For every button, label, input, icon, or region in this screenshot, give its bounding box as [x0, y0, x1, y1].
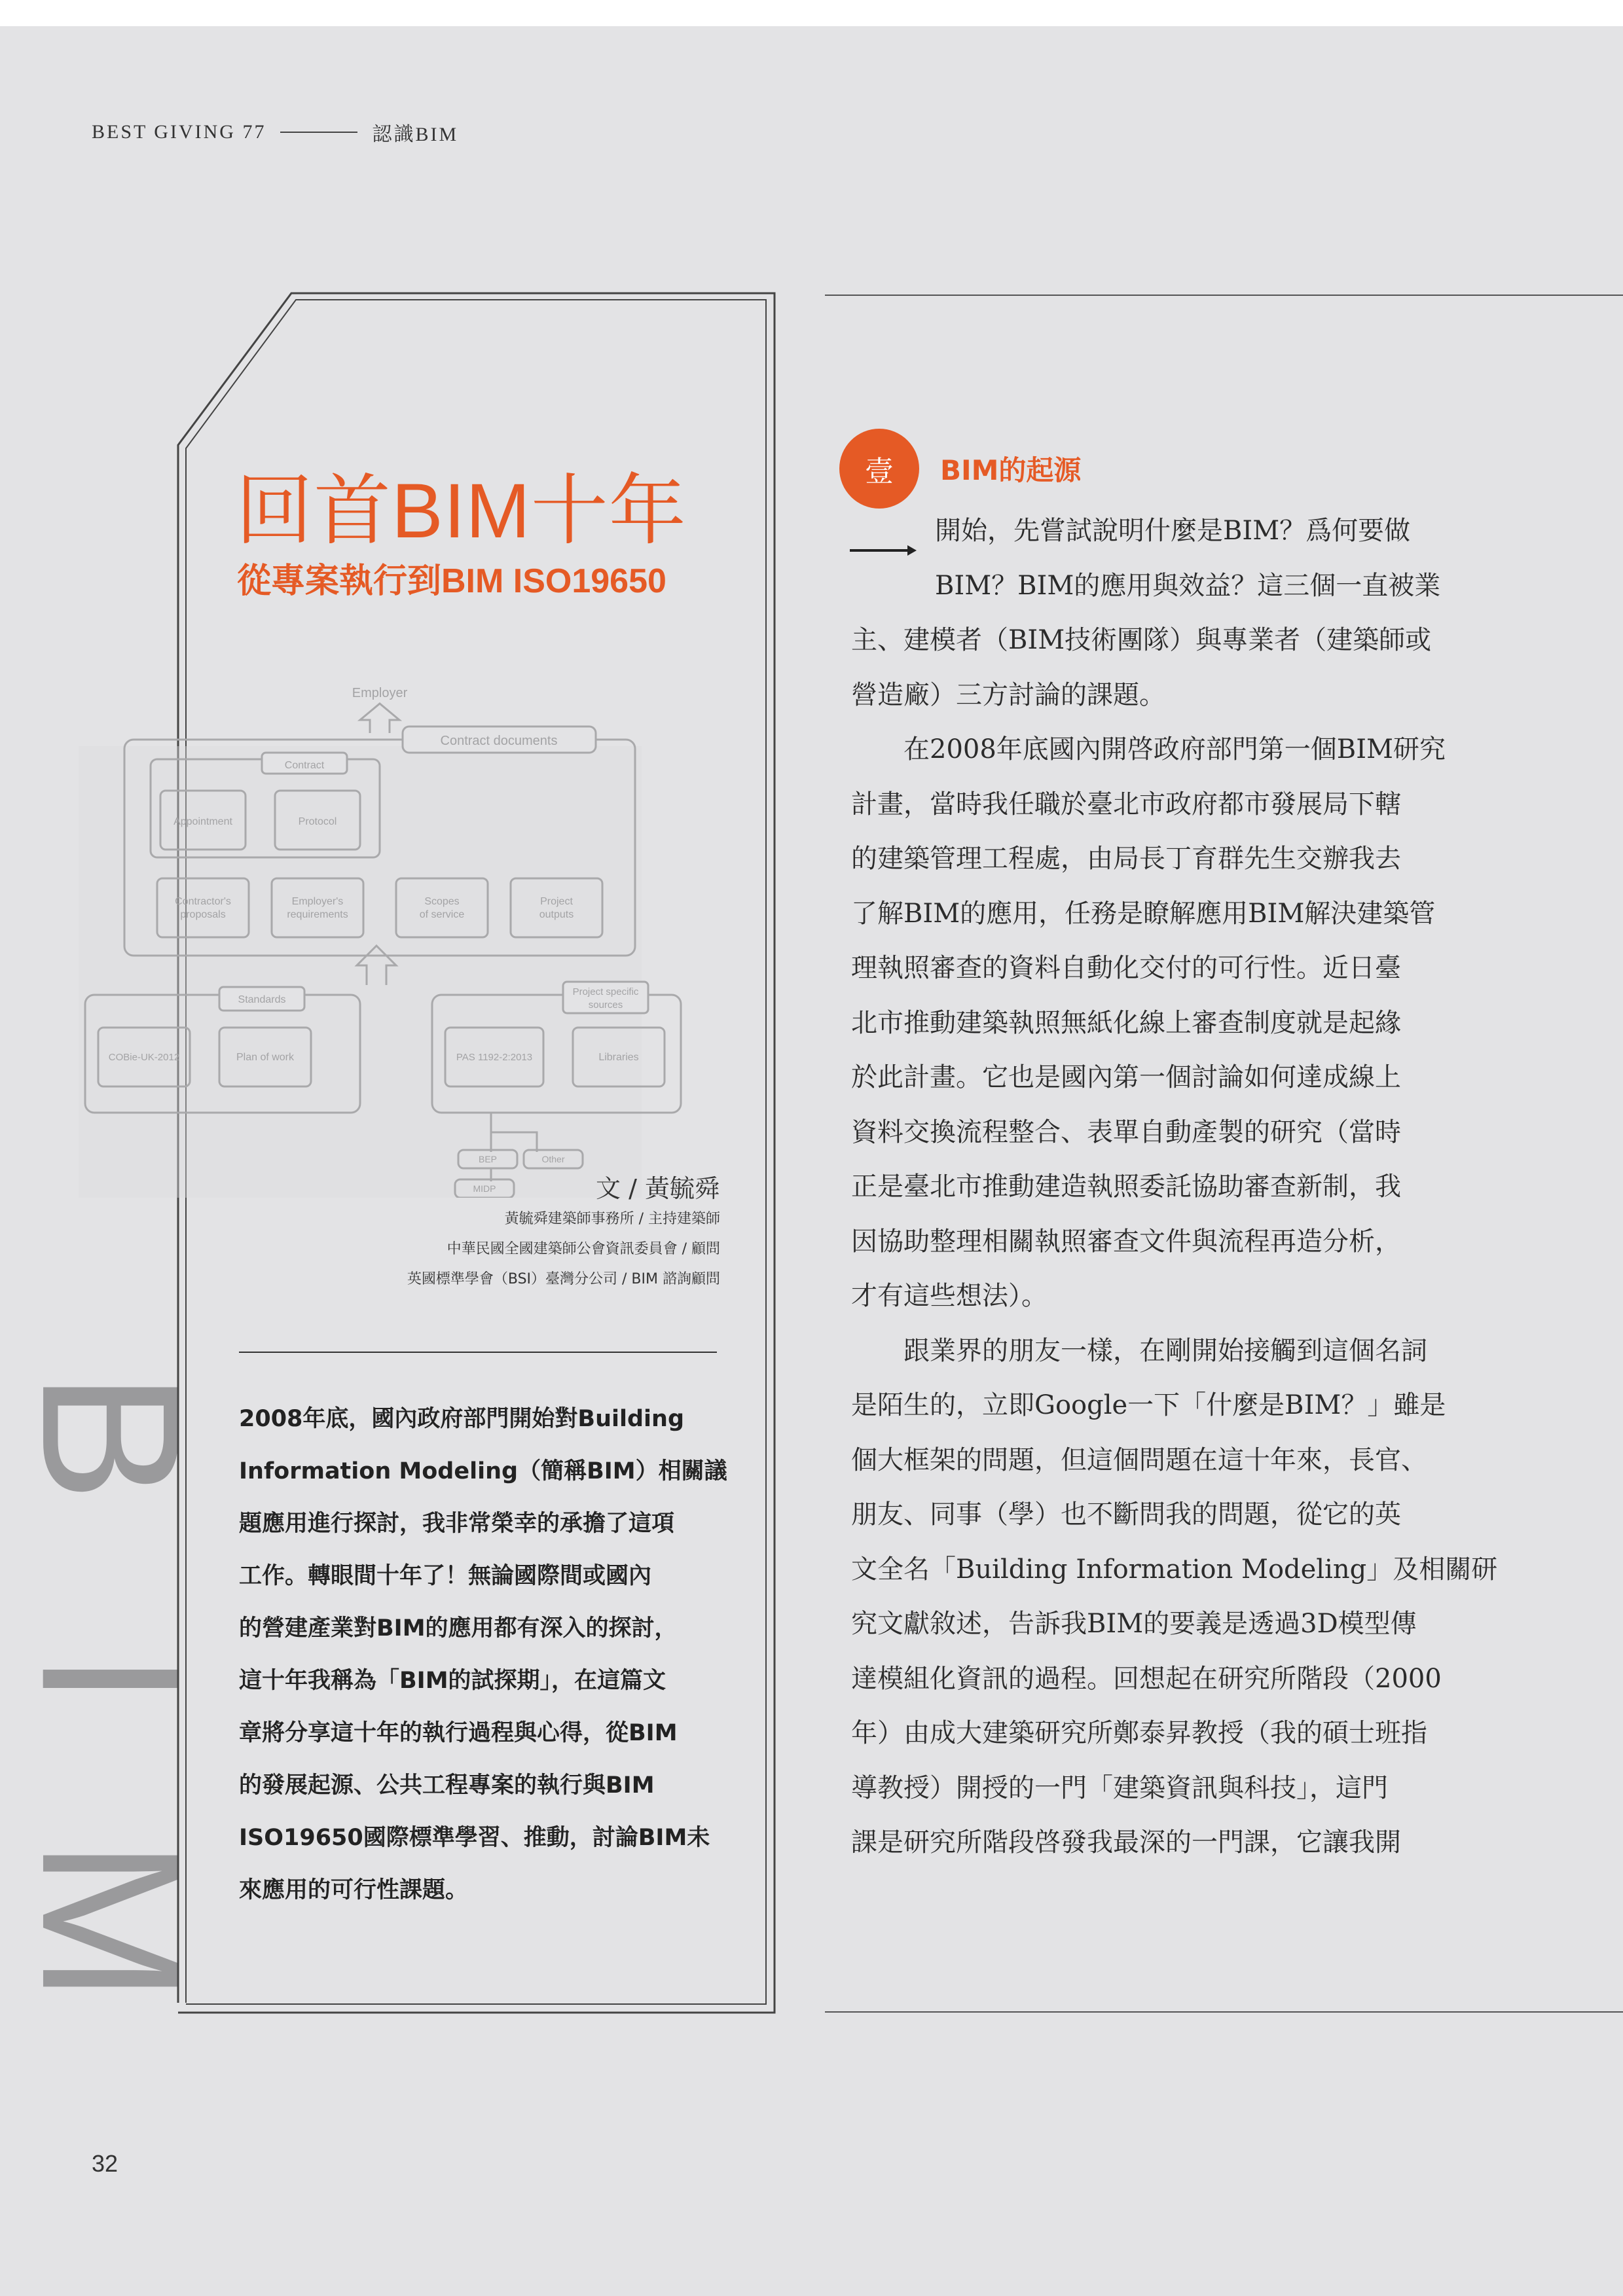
diagram-label-pas: PAS 1192-2:2013 [456, 1052, 533, 1063]
diagram-label-standards: Standards [238, 994, 286, 1005]
diagram-label-project-specific: Project specific [572, 986, 639, 997]
diagram-label-contractors-2: proposals [180, 909, 226, 920]
diagram-label-protocol: Protocol [298, 816, 337, 827]
body-line: 理執照審查的資料自動化交付的可行性。近日臺 [851, 953, 1401, 983]
diagram-label-contract: Contract [284, 760, 325, 771]
body-line: 是陌生的，立即Google一下「什麼是BIM？」雖是 [851, 1390, 1446, 1420]
body-line: 跟業界的朋友一樣，在剛開始接觸到這個名詞 [903, 1335, 1427, 1366]
body-line: 文全名「Building Information Modeling」及相關研 [851, 1554, 1498, 1585]
body-line: 才有這些想法）。 [851, 1281, 1048, 1311]
diagram-label-bep: BEP [478, 1154, 498, 1164]
bim-watermark [0, 1332, 229, 2026]
abstract-divider [239, 1352, 717, 1353]
abstract-line: 這十年我稱為「BIM的試探期」，在這篇文 [239, 1668, 666, 1694]
magazine-name: BEST GIVING 77 [92, 121, 266, 143]
credential-line: 中華民國全國建築師公會資訊委員會 / 顧問 [447, 1241, 720, 1257]
body-line: 究文獻敘述，告訴我BIM的要義是透過3D模型傳 [851, 1609, 1417, 1639]
diagram-label-outputs: Project [540, 896, 573, 907]
body-line: 營造廠）三方討論的課題。 [851, 679, 1165, 710]
body-line: 導教授）開授的一門「建築資訊與科技」，這門 [851, 1772, 1388, 1803]
abstract [239, 1393, 727, 1916]
abstract-line: 的營建產業對BIM的應用都有深入的探討， [239, 1615, 678, 1641]
credential-line: 黃毓舜建築師事務所 / 主持建築師 [504, 1211, 720, 1227]
watermark-letter: I [1, 1651, 221, 1706]
section-number-badge: 壹 [839, 429, 919, 509]
credential-line: 英國標準學會（BSI）臺灣分公司 / BIM 諮詢顧問 [407, 1271, 720, 1287]
diagram-label-employers: Employer's [291, 896, 344, 907]
header-dash [280, 132, 357, 133]
article-subtitle: 從專案執行到BIM ISO19650 [237, 562, 666, 600]
diagram-label-plan-of-work: Plan of work [236, 1052, 295, 1063]
byline: 文 / 黃毓舜 [596, 1174, 720, 1203]
body-line: 於此計畫。它也是國內第一個討論如何達成線上 [851, 1062, 1401, 1092]
diagram-label-employer: Employer [352, 686, 408, 700]
section-title: BIM的起源 [940, 454, 1082, 486]
body-line: 課是研究所階段啓發我最深的一門課，它讓我開 [851, 1827, 1401, 1857]
diagram-label-outputs-2: outputs [539, 909, 574, 920]
abstract-line: 來應用的可行性課題。 [239, 1877, 469, 1903]
diagram-label-appointment: Appointment [173, 816, 232, 827]
abstract-line: 題應用進行探討，我非常榮幸的承擔了這項 [239, 1511, 675, 1537]
body-line: 因協助整理相關執照審查文件與流程再造分析， [851, 1226, 1401, 1257]
article-title: 回首BIM十年 [236, 468, 687, 554]
watermark-letter: M [1, 1839, 221, 2003]
body-line: 朋友、同事（學）也不斷問我的問題，從它的英 [851, 1499, 1401, 1530]
abstract-line: 的發展起源、公共工程專案的執行與BIM [239, 1772, 655, 1799]
author-credentials [295, 1204, 720, 1295]
section-name: 認識BIM [372, 124, 459, 145]
body-line: 個大框架的問題，但這個問題在這十年來，長官、 [851, 1444, 1427, 1475]
body-line: 主、建模者（BIM技術團隊）與專業者（建築師或 [851, 625, 1432, 655]
abstract-line: 工作。轉眼間十年了！無論國際間或國內 [239, 1563, 652, 1589]
diagram-label-libraries: Libraries [598, 1052, 639, 1063]
body-line: 在2008年底國內開啓政府部門第一個BIM研究 [903, 734, 1446, 764]
body-line: 開始，先嘗試說明什麼是BIM？爲何要做 [935, 516, 1411, 546]
body-line: 了解BIM的應用，任務是瞭解應用BIM解決建築管 [851, 898, 1436, 929]
watermark-letter: B [1, 1371, 221, 1503]
bim-framework-diagram [79, 674, 694, 1198]
abstract-line: ISO19650國際標準學習、推動，討論BIM未 [239, 1825, 710, 1851]
page-top-edge [0, 0, 1623, 26]
diagram-label-contractors: Contractor's [175, 896, 231, 907]
body-line: 資料交換流程整合、表單自動產製的研究（當時 [851, 1117, 1401, 1147]
body-line: 年）由成大建築研究所鄭泰昇教授（我的碩士班指 [851, 1718, 1427, 1748]
abstract-line: Information Modeling（簡稱BIM）相關議 [239, 1458, 727, 1484]
diagram-label-sources: sources [588, 999, 623, 1011]
abstract-line: 章將分享這十年的執行過程與心得，從BIM [239, 1720, 678, 1746]
page-number: 32 [92, 2150, 119, 2177]
body-line: 的建築管理工程處，由局長丁育群先生交辦我去 [851, 844, 1401, 874]
body-line: 正是臺北市推動建造執照委託協助審查新制，我 [851, 1172, 1401, 1202]
diagram-label-scopes: Scopes [424, 896, 460, 907]
diagram-label-other: Other [541, 1154, 565, 1164]
top-rule [825, 295, 1623, 296]
body-line: 計畫，當時我任職於臺北市政府都市發展局下轄 [851, 789, 1401, 819]
body-line: BIM？BIM的應用與效益？這三個一直被業 [935, 570, 1441, 601]
article-body [851, 504, 1498, 1871]
diagram-label-scopes-2: of service [419, 909, 465, 920]
diagram-label-midp: MIDP [473, 1183, 496, 1194]
diagram-label-employers-2: requirements [287, 909, 348, 920]
body-line: 北市推動建築執照無紙化線上審查制度就是起緣 [851, 1007, 1401, 1038]
running-header [92, 118, 458, 147]
diagram-label-cobie: COBie-UK-2012 [108, 1052, 180, 1063]
body-line: 達模組化資訊的過程。回想起在研究所階段（2000 [851, 1663, 1442, 1694]
bottom-rule [825, 2011, 1623, 2013]
abstract-line: 2008年底，國內政府部門開始對Building [239, 1406, 685, 1432]
diagram-label-contract-documents: Contract documents [440, 734, 558, 748]
